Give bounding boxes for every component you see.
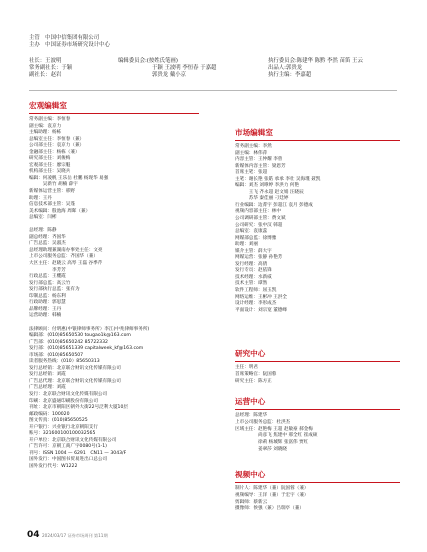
research-center-list <box>235 365 405 385</box>
staff-line: 副总经理：齐国华 <box>29 234 66 240</box>
staff-line: 总编室：袁康蕊 <box>235 229 268 235</box>
leadership-col-1 <box>29 58 72 80</box>
staff-line: 苏华 秦佳丽 刁廷婷 <box>235 196 289 202</box>
staff-line: 技术经理：水新威 <box>235 274 272 280</box>
staff-line: 发行：北京联合财讯文化传媒有限公司 <box>29 391 108 397</box>
staff-line: 总编室：闫彬 <box>29 215 57 221</box>
staff-line: 图文传真：(010)85650525 <box>29 418 88 424</box>
market-editorial-section <box>235 128 405 314</box>
staff-line: 内容主管：王仲耀 李曾 <box>235 157 283 163</box>
leadership-line: 于颖 王波明 李恒春 于嘉超 <box>152 65 217 72</box>
staff-line: 吴新竹 胡楠 薛宇 <box>29 182 78 188</box>
leadership-line: 出品人:郭贵龙 <box>268 65 303 72</box>
staff-line: 编辑：刘杰 刘哮婷 李洪力 何艳 <box>235 183 300 189</box>
staff-line: 开户银行：兴业银行北京朝阳支行 <box>29 424 98 430</box>
staff-line: 研究主任：陈方正 <box>235 378 272 384</box>
leadership-line: 副社长：赵岩 <box>29 72 62 79</box>
staff-line: 广告总监：吴淑杰 <box>29 241 66 247</box>
staff-line: 剪辑师：蔡新云 <box>235 499 268 505</box>
staff-line: 平面设计：刘宗宽 董德峰 <box>235 307 287 313</box>
staff-line: 法律顾问：付明惠(中银律师事务所）李江(中兆律师事务所) <box>29 326 150 332</box>
staff-line: 印制总监：杨东利 <box>29 293 66 299</box>
section-title-rule <box>235 361 400 362</box>
staff-line: 助理：刘丽 <box>235 242 258 248</box>
staff-line: 总经理助理兼湖南办事处主任：文亮 <box>29 247 103 253</box>
page-number: 04 <box>27 530 40 540</box>
staff-line: 刊址：北京市朝阳区朝外大街22号泛利大厦10层 <box>29 405 128 411</box>
staff-line: 公司研究：张中汉 韩超 <box>235 222 283 228</box>
staff-line: 编辑部：(010)85650530 tougao1k@163.com <box>29 333 131 339</box>
staff-line: 常务副主编：李恒春 <box>29 117 71 122</box>
staff-line: 王飞 齐永超 赵文娟 汪晓辰 <box>235 189 304 195</box>
staff-line: 区域主任：赵艳梅 王超 赵敏豪 郝金梅 <box>235 426 313 432</box>
staff-line: 首席策略官：阮国蓉 <box>235 371 277 377</box>
leadership-line: 常务副社长：于颖 <box>29 65 73 72</box>
section-title: 市场编辑室 <box>235 128 273 137</box>
section-title: 运营中心 <box>235 397 266 406</box>
staff-line: 摄像师：侯强（兼）吕瑞亭（兼） <box>235 506 304 512</box>
section-title-rule <box>29 113 199 114</box>
staff-line: 网媒部总监：徐博雅 <box>235 235 277 241</box>
section-title: 视频中心 <box>235 470 266 479</box>
section-title-rule <box>235 140 400 141</box>
staff-line: 助理：王丹 <box>29 195 52 201</box>
staff-line: 邮政编码：100020 <box>29 411 70 417</box>
staff-line: 主编助理：杨栋 <box>29 130 62 136</box>
video-center-list <box>235 486 405 513</box>
staff-line: 技术主管：谭然 <box>235 281 268 287</box>
staff-line: 研究部主任：刘俊梅 <box>29 156 71 162</box>
staff-line: 发行部执行总监：张有为 <box>29 287 80 293</box>
market-editorial-list <box>235 144 405 314</box>
leadership-col-2 <box>118 58 216 80</box>
staff-line: 上市公司服务总监：齐国华（兼） <box>29 254 98 260</box>
staff-line: 行政助理：郭思慧 <box>29 300 66 306</box>
macro-editorial-list <box>29 117 204 471</box>
staff-line: 广告总代理：北京联合财讯文化传媒有限公司 <box>29 378 121 384</box>
masthead <box>29 35 110 49</box>
staff-line: 发行经理：高倩 <box>235 261 268 267</box>
staff-line: 发行部总监：高云竹 <box>29 280 71 286</box>
staff-line: 新媒体运营主管：邢野 <box>29 189 75 195</box>
staff-line: 设计经理：李彤成杰 <box>235 301 277 307</box>
staff-line: 徐莉 杨城辉 张富伟 贾红 <box>235 440 309 446</box>
staff-line: 视频内容部主任：林中 <box>235 209 281 215</box>
section-title: 研究中心 <box>235 349 266 358</box>
leadership-line: 郭贵龙 戴小京 <box>152 72 187 79</box>
staff-line: 广告部：(010)85650242 85722332 <box>29 339 108 345</box>
staff-line: 编辑：何凌帆 王乐岳 杜鹏 杨现华 易强 <box>29 175 109 181</box>
staff-line: 姜翠莎 刘晓晓 <box>235 446 287 452</box>
staff-line: 新媒体内容主管：梁恩芳 <box>235 163 286 169</box>
staff-line: 美术编辑：殷池海 周晖（兼） <box>29 208 91 214</box>
staff-line: 信息技术部主管：吴蓬 <box>29 202 75 208</box>
video-center-section <box>235 470 405 513</box>
staff-line: 大区主任：赵晓云 高琴 王磊 谷季芹 <box>29 261 103 267</box>
staff-line: 运营助理：韩楠 <box>29 313 62 319</box>
staff-line: 金融部主任：杨栋（兼） <box>29 149 80 155</box>
staff-line: 账号：321600100100032565 <box>29 431 96 437</box>
staff-line: 国外发行代号：W1222 <box>29 463 78 469</box>
leadership-line: 编辑委员会:(按姓氏笔画) <box>118 58 178 64</box>
staff-line: 发行总经销：刘霞 <box>29 372 66 378</box>
leadership-col-3 <box>268 58 363 80</box>
header-divider <box>29 90 397 91</box>
research-center-section <box>235 349 405 385</box>
staff-line: 副主编：林伟萍 <box>235 150 268 156</box>
staff-line: 发行部：(010)85651339 capitalweek_kf@163.com <box>29 346 144 352</box>
staff-line: 尚彦飞 焦建中 邢全红 崔成硕 <box>235 433 318 439</box>
operations-center-list <box>235 413 405 454</box>
issue-footnote: 2024/03/17 证券市场周刊 第11期 <box>42 533 108 538</box>
leadership-line: 社长：王波明 <box>29 58 62 64</box>
staff-line: 制片人：陈建华（兼）阮国蓉（兼） <box>235 486 309 491</box>
staff-line: 软件工程师：屈玉凯 <box>235 288 277 294</box>
staff-line: 国外发行：中国图书贸易进出口总公司 <box>29 457 108 463</box>
staff-line: 行业编辑：边菁宇 彭超江 袁月 彭德成 <box>235 202 313 208</box>
staff-line: 行政总监：王櫻霞 <box>29 274 66 280</box>
staff-line: 总经理：陈建华 <box>235 413 268 418</box>
staff-line: 主笔：谢长艳 张皓 承承 李壮 吴海瑾 聂凯 <box>235 176 321 182</box>
staff-line: 视频编导：王洋（兼）于宏宇（兼） <box>235 492 309 498</box>
staff-line: 刊号：ISSN 1004 — 6291 CN11 — 3043/F <box>29 450 127 456</box>
section-title-rule <box>235 482 400 483</box>
leadership-line: 执行委员会:陈建华 陈黔 李然 苗笛 王云 <box>268 58 363 64</box>
leadership-line: 执行主编：李嘉超 <box>268 72 312 79</box>
staff-line: 发行专员：赵依锋 <box>235 268 272 274</box>
staff-line: 公司调研部主管：费文斌 <box>235 216 286 222</box>
staff-line: 总经理：陈静 <box>29 228 57 234</box>
staff-line: 市场部：(010)85650507 <box>29 352 84 358</box>
staff-line: 常务副主编：李然 <box>235 144 272 149</box>
section-title: 宏观编辑室 <box>29 101 67 110</box>
staff-line: 广告许可：京朝工商广字0080号(1-1) <box>29 444 107 450</box>
staff-line: 宏观部主任：廖宗魁 <box>29 162 71 168</box>
staff-line: 网络运维：王彬冲 王洪全 <box>235 294 287 300</box>
staff-line: 上市公司服务总监：杜洪杰 <box>235 419 291 425</box>
staff-line: 公司部主任：袁京力（兼） <box>29 143 85 149</box>
staff-line: 总编室主任：李恒春（兼） <box>29 136 85 142</box>
staff-line: 机构部主任：吴晓兵 <box>29 169 71 175</box>
staff-line: 发行总经销：北京联合财讯文化传媒有限公司 <box>29 365 121 371</box>
masthead-line: 主办 中国证券市场研究设计中心 <box>29 42 110 49</box>
staff-line: 读者服务热线：(010）85650313 <box>29 359 100 365</box>
staff-line: 副主编：袁京力 <box>29 123 62 129</box>
operations-center-section <box>235 397 405 454</box>
staff-line: 网媒运营：张静 孙艳芳 <box>235 255 283 261</box>
staff-line: 主任：明君 <box>235 365 258 370</box>
staff-line: 品牌经理：王丹 <box>29 306 62 312</box>
staff-line: 开户单位：北京联合财讯文化传媒有限公司 <box>29 437 117 443</box>
masthead-line: 主管 中国中信集团有限公司 <box>29 35 100 41</box>
staff-line: 印刷：北京盛通印刷股份有限公司 <box>29 398 98 404</box>
staff-line: 李芳芳 <box>29 267 66 273</box>
staff-line: 媒介主管：薛大宇 <box>235 248 272 254</box>
macro-editorial-section <box>29 101 204 471</box>
section-title-rule <box>235 409 400 410</box>
staff-line: 首席主笔：张超 <box>235 170 268 176</box>
staff-line: 广告总经理：刘霞 <box>29 385 66 391</box>
